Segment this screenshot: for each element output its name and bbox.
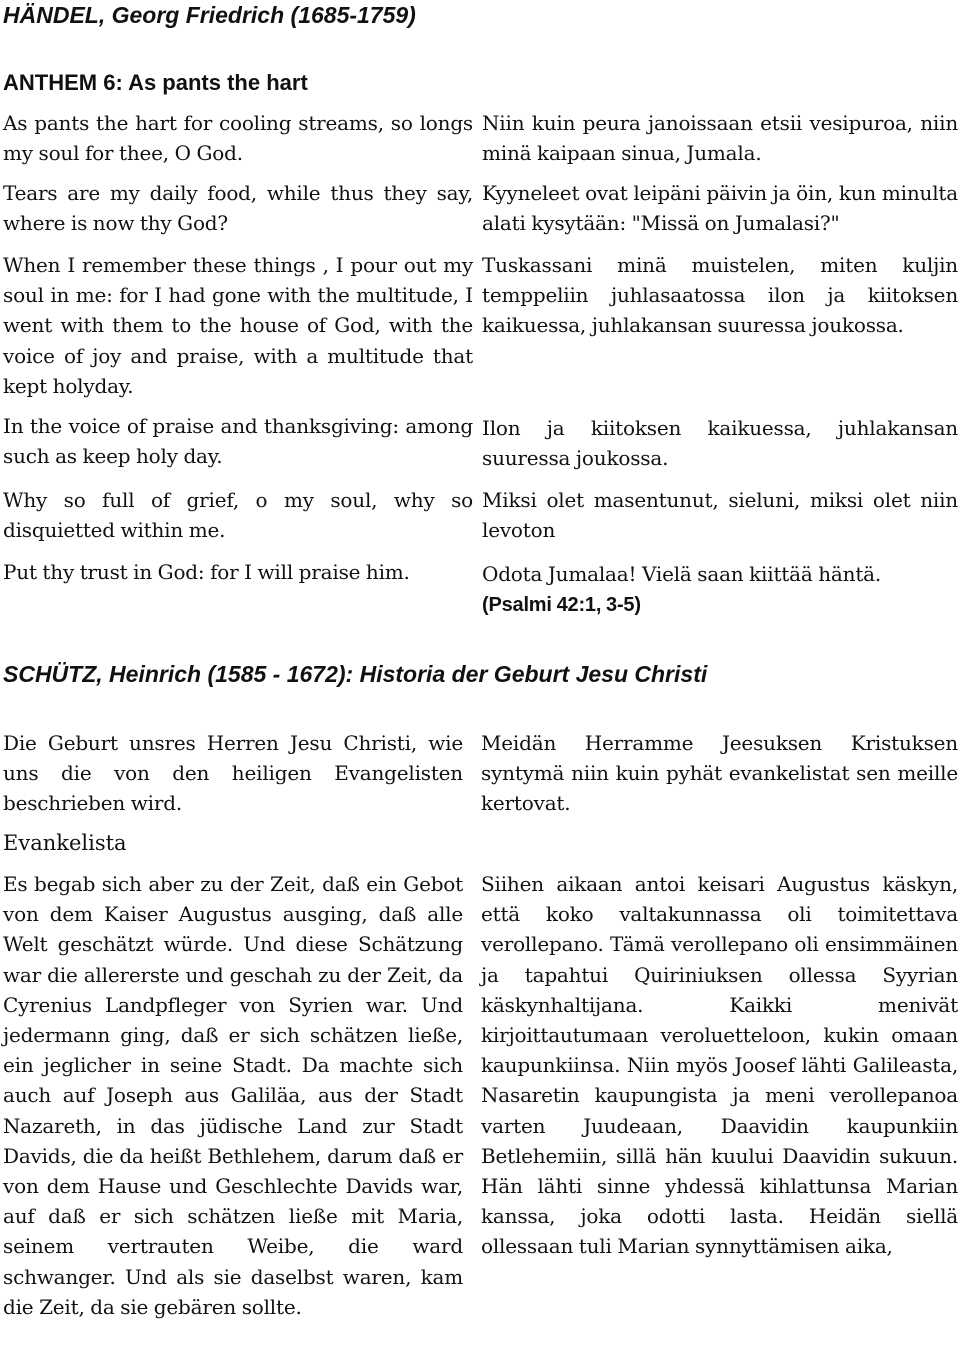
- intro-fi: Meidän Herramme Jeesuksen Kristuksen syntymä niin kuin pyhät evankelistat sen meille kertovat.: [481, 731, 958, 816]
- verse-fi-5: Miksi olet masentunut, sieluni, miksi olet niin levoton: [482, 488, 958, 543]
- psalm-reference: (Psalmi 42:1, 3-5): [482, 594, 641, 616]
- verse-en-4: In the voice of praise and thanksgiving: among such as keep holy day.: [3, 414, 473, 469]
- verse-en-2: Tears are my daily food, while thus they say, where is now thy God?: [3, 181, 473, 236]
- verse-en-6: Put thy trust in God: for I will praise him.: [3, 560, 410, 584]
- verse-fi-2: Kyyneleet ovat leipäni päivin ja öin, kun minulta alati kysytään: "Missä on Jumalasi?": [482, 181, 958, 236]
- verse-en-1: As pants the hart for cooling streams, so longs my soul for thee, O God.: [3, 111, 473, 166]
- composer-heading-schutz: SCHÜTZ, Heinrich (1585 - 1672): Historia der Geburt Jesu Christi: [3, 661, 708, 687]
- anthem-title: ANTHEM 6: As pants the hart: [3, 70, 308, 95]
- verse-fi-1: Niin kuin peura janoissaan etsii vesipuroa, niin minä kaipaan sinua, Jumala.: [482, 111, 958, 166]
- body-de: Es begab sich aber zu der Zeit, daß ein Gebot von dem Kaiser Augustus ausging, daß alle Welt geschätzt würde. Und diese Schätzung war die allererste und geschah zu der Zeit, da Cyrenius Landpfleger von Syrien war. Und jedermann ging, daß er sich schätzen ließe, ein jeglicher in seine Stadt. Da machte sich auch auf Joseph aus Galiläa, aus der Stadt Nazareth, in das jüdische Land zur Stadt Davids, die da heißt Bethlehem, darum daß er von dem Hause und Geschlechte Davids war, auf daß er sich schätzen ließe mit Maria, seinem vertrauten Weibe, die ward schwanger. Und als sie daselbst waren, kam die Zeit, da sie gebären sollte.: [3, 872, 463, 1319]
- verse-en-5: Why so full of grief, o my soul, why so disquietted within me.: [3, 488, 473, 543]
- composer-heading-handel: HÄNDEL, Georg Friedrich (1685-1759): [3, 2, 416, 28]
- evangelist-label: Evankelista: [3, 831, 127, 855]
- verse-fi-3: Tuskassani minä muistelen, miten kuljin temppeliin juhlasaatossa ilon ja kiitoksen kaikuessa, juhlakansan suuressa joukossa.: [482, 253, 958, 338]
- verse-fi-4: Ilon ja kiitoksen kaikuessa, juhlakansan suuressa joukossa.: [482, 416, 958, 471]
- verse-en-3: When I remember these things , I pour out my soul in me: for I had gone with the multitude, I went with them to the house of God, with the voice of joy and praise, with a multitude that kept holyday.: [3, 253, 473, 398]
- verse-fi-6: Odota Jumalaa! Vielä saan kiittää häntä.: [482, 562, 882, 586]
- intro-de: Die Geburt unsres Herren Jesu Christi, wie uns die von den heiligen Evangelisten beschrieben wird.: [3, 731, 463, 816]
- body-fi: Siihen aikaan antoi keisari Augustus käskyn, että koko valtakunnassa oli toimitettava verollepano. Tämä verollepano oli ensimmäinen ja tapahtui Quiriniuksen ollessa Syyrian käskynhaltijana. Kaikki menivät kirjoittautumaan veroluetteloon, kukin omaan kaupunkiinsa. Niin myös Joosef lähti Galileasta, Nasaretin kaupungista ja meni verollepanoa varten Juudeaan, Daavidin kaupunkiin Betlehemiin, sillä hän kuului Daavidin sukuun. Hän lähti sinne yhdessä kihlattunsa Marian kanssa, joka odotti lasta. Heidän siellä ollessaan tuli Marian synnyttämisen aika,: [481, 872, 958, 1259]
